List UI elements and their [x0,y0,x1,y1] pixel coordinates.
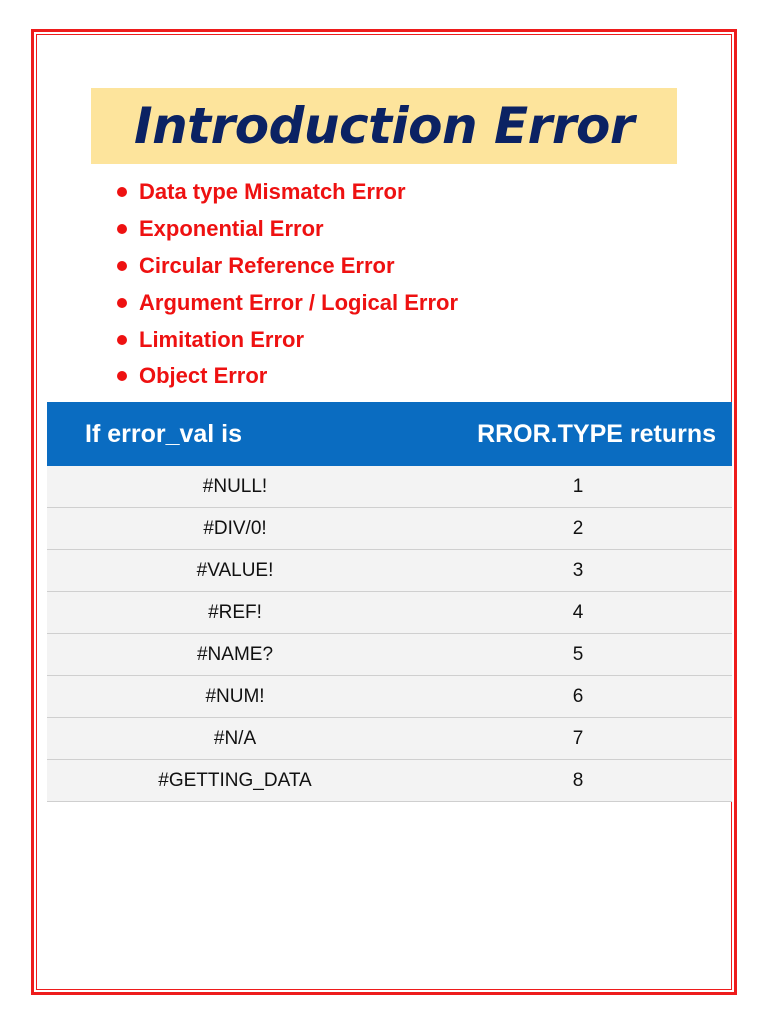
table-row [47,718,732,760]
bullet-icon [117,298,127,308]
list-item-label: Circular Reference Error [139,252,395,278]
table-row [47,508,732,550]
list-item-label: Object Error [139,363,268,389]
table-row [47,592,732,634]
cell-return-code: 8 [572,770,584,791]
cell-return-code: 1 [572,476,584,497]
table-row [47,550,732,592]
table-row [47,634,732,676]
list-item-label: Limitation Error [139,326,305,352]
table-row [47,676,732,718]
cell-error-value: #NUM! [205,686,265,707]
list-item [114,248,458,285]
bullet-icon [117,335,127,345]
list-item [114,321,458,358]
title-banner [91,88,677,164]
list-item [114,358,458,395]
bullet-icon [117,224,127,234]
cell-error-value: #REF! [208,602,262,623]
cell-return-code: 5 [572,644,584,665]
cell-error-value: #GETTING_DATA [158,770,312,791]
table-row [47,760,732,802]
column-header-returns: RROR.TYPE returns [477,420,716,448]
cell-return-code: 4 [572,602,584,623]
error-type-list [114,174,458,395]
list-item [114,211,458,248]
cell-error-value: #NAME? [196,644,274,665]
cell-return-code: 3 [572,560,584,581]
list-item [114,174,458,211]
cell-return-code: 2 [572,518,584,539]
bullet-icon [117,187,127,197]
bullet-icon [117,261,127,271]
list-item-label: Argument Error / Logical Error [139,289,459,315]
list-item-label: Exponential Error [139,216,324,242]
cell-error-value: #VALUE! [196,560,274,581]
cell-error-value: #N/A [213,728,257,749]
table-row [47,466,732,508]
cell-error-value: #DIV/0! [203,518,267,539]
cell-error-value: #NULL! [202,476,268,497]
cell-return-code: 6 [572,686,584,707]
cell-return-code: 7 [572,728,584,749]
list-item-label: Data type Mismatch Error [139,179,406,205]
page-title: Introduction Error [133,97,634,155]
bullet-icon [117,371,127,381]
error-type-table [47,402,732,802]
list-item [114,284,458,321]
table-header [47,402,732,466]
column-header-error-val: If error_val is [85,420,243,448]
